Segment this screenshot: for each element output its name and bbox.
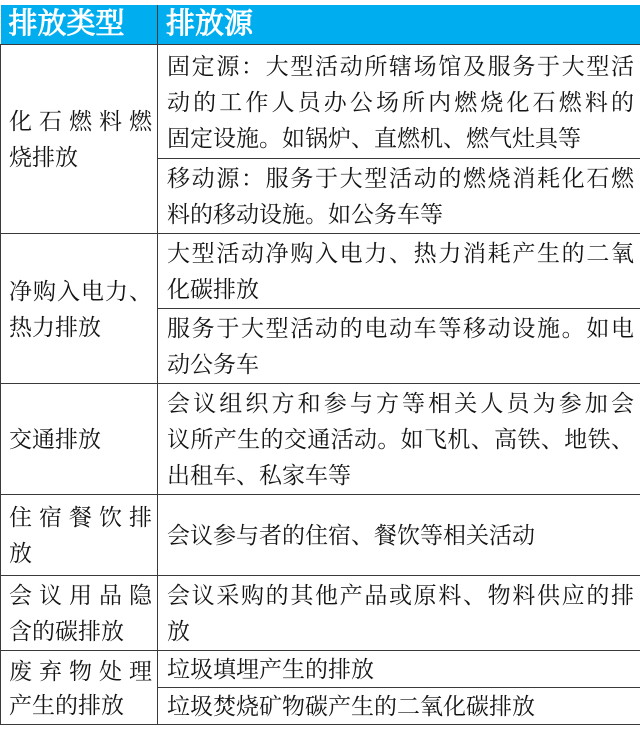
cell-source-purchased-products-materials: 会议采购的其他产品或原料、物料供应的排 放	[158, 576, 640, 651]
cell-type-waste-treatment: 废弃物处理 产生的排放	[1, 651, 158, 725]
cell-source-electricity-heat-consumption: 大型活动净购入电力、热力消耗产生的二氧 化碳排放	[158, 234, 640, 309]
cell-source-transport-activities: 会议组织方和参与方等相关人员为参加会 议所产生的交通活动。如飞机、高铁、地铁、 出租车、私家车等	[158, 384, 640, 495]
cell-source-accommodation-catering-activities: 会议参与者的住宿、餐饮等相关活动	[158, 495, 640, 576]
cell-type-fossil-fuel-combustion: 化石燃料燃 烧排放	[1, 45, 158, 234]
cell-type-embodied-carbon-supplies: 会议用品隐 含的碳排放	[1, 576, 158, 651]
cell-source-landfill: 垃圾填埋产生的排放	[158, 651, 640, 688]
cell-source-electric-vehicles: 服务于大型活动的电动车等移动设施。如电 动公务车	[158, 309, 640, 384]
emission-table	[0, 5, 640, 725]
column-header-emission-type: 排放类型	[1, 5, 158, 45]
table-row	[1, 234, 640, 309]
table-row	[1, 651, 640, 688]
table-row	[1, 384, 640, 495]
cell-type-transport-emissions: 交通排放	[1, 384, 158, 495]
cell-source-mobile-sources: 移动源：服务于大型活动的燃烧消耗化石燃 料的移动设施。如公务车等	[158, 159, 640, 234]
cell-type-accommodation-catering: 住宿餐饮排 放	[1, 495, 158, 576]
column-header-emission-source: 排放源	[158, 5, 640, 45]
cell-type-purchased-electricity-heat: 净购入电力、 热力排放	[1, 234, 158, 384]
table-row	[1, 45, 640, 159]
table-row	[1, 495, 640, 576]
table-header-row	[1, 5, 640, 45]
cell-source-stationary-sources: 固定源：大型活动所辖场馆及服务于大型活 动的工作人员办公场所内燃烧化石燃料的 固定设施。如锅炉、直燃机、燃气灶具等	[158, 45, 640, 159]
cell-source-incineration: 垃圾焚烧矿物碳产生的二氧化碳排放	[158, 688, 640, 725]
table-row	[1, 576, 640, 651]
